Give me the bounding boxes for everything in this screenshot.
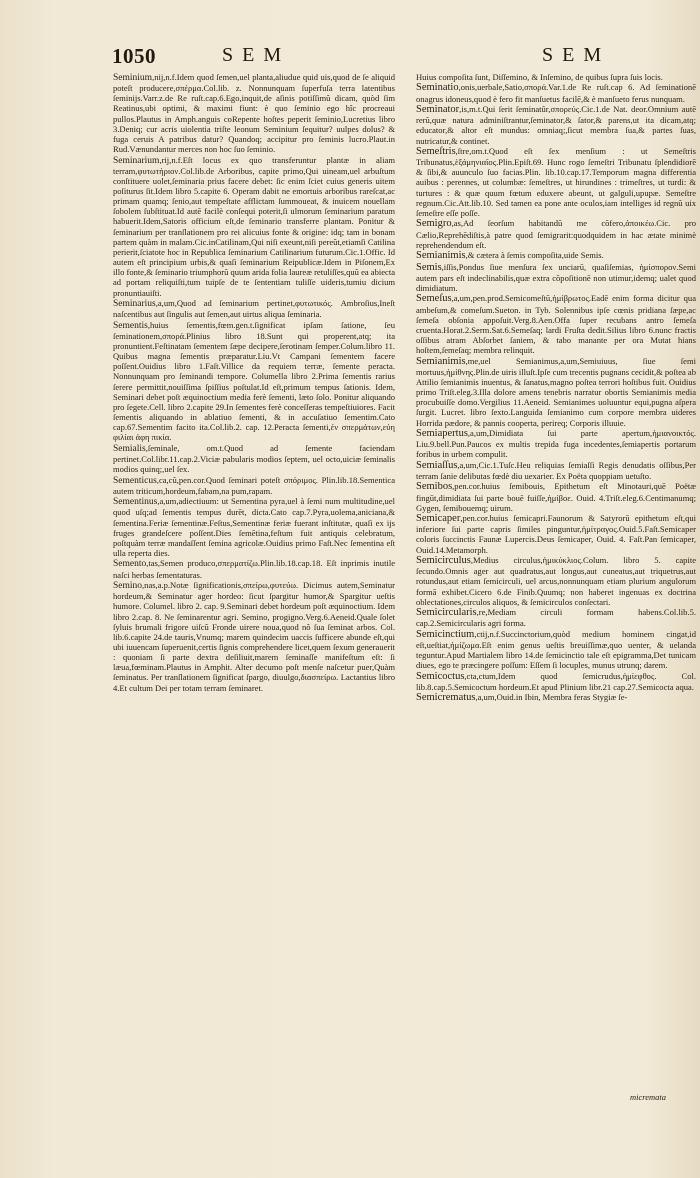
dictionary-entry bbox=[416, 428, 696, 459]
entry-headword: Sementis bbox=[113, 320, 148, 331]
catchword: micremata bbox=[630, 1092, 667, 1102]
dictionary-entry bbox=[416, 72, 696, 82]
entry-headword: Sementinus bbox=[113, 497, 158, 508]
dictionary-entry bbox=[416, 146, 696, 218]
entry-headword: Semeſtris bbox=[416, 145, 456, 157]
entry-headword: Semino bbox=[113, 581, 143, 592]
entry-text: ,tas,Semen produco,σπερματίζω.Plin.lib.18.cap.18. Eſt inprimis inutile naſci herbas ſementaturas. bbox=[113, 558, 395, 580]
entry-text: ,rij,n.f.Eſt locus ex quo transferuntur plantæ in aliam terram,φυτωτήριον.Col.lib.de Arboribus, capite primo,Qui uineam,uel arbuſtum conſtituere uolet,ſeminaria prius facere debet: ſic enim ſciet cuius generis uitem poſiturus ſit.Idem libro 5.capite 6. Operam dabit ne emortuis arboribus rareſcat,ac primam quamq; ſenio,aut tempeſtate afflictam ſummoueat, & inuicem nouellam ſobolem ſubſtituat.Id autē facilè conſequi poterit,ſi ulmorum ſeminarium paratum habuerit.Idem,Satoris officium eſt,de ſeminario transferre plantam. Ponitur & ſeminarium per tranſlationem pro rei alicuius fonte & origine: idq; tam in bonam partem quàm in malam.Cic.inCatilinam,Qui niſi exeunt,niſi pereũt,etiamſi Catilina perierit,ſciatote hoc in Republica ſeminarium Catilinarium futurum.Cic.1.Offic. Id autem eſt principium urbis,& quaſi ſeminarium Reipublicæ.Idem in Piſonem,Ex illo fonte,& ſeminario triumphorũ quum arida folia laureæ retuliſſes,quũ ea abiecta ad portam reliquiſti,tum tuipſe de te ſententiam tuliſſe uideris,tumiu dicium pronuntiauiſti. bbox=[113, 154, 395, 298]
entry-text: ,ſtre,om.t.Quod eſt ſex menſium : ut Semeſtris Tribunatus,ἑξάμηνιαῖος.Plin.Epiſt.69. Hunc rogo ſemeſtri Tribunatu ſplendidiorē & ſibi,& auunculo ſuo facias.Plin. lib.10.cap.17.Temporum magna differentia auibus : perennes, ut columbæ: ſemeſtres, ut hirundines : trimeſtres, ut turdi: & turtures : & quæ quum fœtum eduxere abeunt, ut galguli,upupæ. Semeſtre regnum.Cic.Att.lib.10. Sed tamen ea pone ante oculos,iam intelliges id regnũ uix ſemeſtre eſſe poſſe. bbox=[416, 145, 696, 218]
entry-text: ,a,um,Ouid.in Ibin, Membra feras Stygiæ ſe- bbox=[475, 692, 628, 703]
entry-text: ,a,um,Cic.1.Tuſc.Heu reliquias ſemiaſſi Regis denudatis oſſibus,Per terram ſanie delibutas fœdè diu uexarier. Ex Poëta quoppiam uetuſto. bbox=[416, 459, 696, 481]
entry-text: ,nas,a.p.Notæ ſignificationis,σπείρω,φυτεύω. Dicimus autem,Seminatur hordeum,& Seminatur ager hordeo: ſicut ſpargitur humor,& Spargitur ueſtis humore. Columel. libro 2. cap. 9.Seminari debet hordeum poſt æquinoctium. Idem libro 2.cap. 8. Ne ſeminarentur agri. Semino, progigno.Verg.6.Aeneid.Quale ſolet ſyluis brumali frigore uiſcũ Fronde uirere noua,quod nõ ſua ſeminat arbos. Col. lib.6.capite 24.de tauris,Vnumq; marem quindecim uaccis ſufficere abunde eſt,qui ubi iuuencam ſuperuenit,certis ſignis comprehendere licet,quem ſexum generauerit : quoniam ſi parte dextra deſiliuit,marem ſeminaſſe manifeſtum eſt: ſi læua,fœminam.Plautus in Amphit. Alter decumo poſt menſe naſcetur puer,Quàm ſeminatus. Per tranſlationem ſignificat ſpargo, diuulgo,διασπείρω. Lactantius libro 4.Et cultum Dei per totam terram ſeminaret. bbox=[113, 580, 395, 693]
dictionary-entry bbox=[113, 298, 395, 319]
entry-headword: Semialis bbox=[113, 443, 146, 454]
dictionary-entry bbox=[113, 320, 395, 443]
entry-headword: Semigro bbox=[416, 218, 452, 230]
entry-headword: Semis bbox=[416, 261, 442, 273]
left-column bbox=[113, 72, 395, 693]
entry-text: ,a,um,adiectiuum: ut Sementina pyra,uel à ſemi num multitudine,uel quod uſq;ad ſementis tempus durēt, dicta.Cato cap.7.Pyra,uolema,aniciana,& ſementina.Feriæ ſementinæ.Feſtus,Sementinæ feriæ fuerant inſtitutæ, quaſi ex ijs fruges grandeſcere poſſent.Dies ſemētina,feſtum fuit antiquis celebratum, poſtquàm terræ mandaſſent ſemina agricolæ.Ouidius primo Faſt.Nec ſementina eſt ulla reperta dies. bbox=[113, 496, 395, 558]
dictionary-entry bbox=[416, 356, 696, 428]
dictionary-entry bbox=[416, 218, 696, 249]
entry-headword: Seminarius bbox=[113, 299, 156, 310]
dictionary-entry bbox=[113, 72, 395, 154]
entry-text: ,as,Ad ſeorſum habitandũ me cõfero,ἀποικέω.Cic. pro Cælio,Reprehēdiſtis,à patre quod ſemigrarit:quodquidem in hac ætate minimè reprehendendum eſt. bbox=[416, 218, 696, 250]
dictionary-entry bbox=[416, 481, 696, 512]
entry-text: ,ſeminale, om.t.Quod ad ſemente faciendam pertinet.Col.libr.11.cap.2.Viciæ pabularis modios ſeptem, uel octo,uiciæ ſeminalis modios quinq;,uel ſex. bbox=[113, 442, 395, 475]
entry-text: ,nij,n.f.Idem quod ſemen,uel planta,aliudue quid uis,quod de ſe aliquid poteſt producere,σπέρμα.Col.lib. z. Nonnunquam ſuperfuſa terra latentibus ſeminijs.Varr.z.de Re ruſt.cap.6.Ego,inquit,de aſinis potiſſimũ dicam, quòd ſim Reatinus,ubi optimi, & maximi fiunt: è quo ſeminio ego hîc procreaui pullos.Plautus in Amph.anguis coRepente hoſtes peperit ſeminio,Lucretius libro 3.Deniq; cur acris uiolentia triſte leonum Seminium ſequitur? uulpes dolus? & fuga ceruis A patribus datur? Quandoq; accipitur pro ſeminis lucro.Plaut.in Rud.Vænundantur merces non hoc ſuo ſeminio. bbox=[113, 72, 395, 155]
entry-text: ,pen.cor.huius ſemibouis, Epithetum eſt Minotauri,quē Poëtæ fingūt,dimidiata ſui parte bouē fuiſſe,ἡμίβοε. Ouid. 4.Triſt.eleg.6.Centimanumq; Gygen, ſemibouemq; uirum. bbox=[416, 481, 696, 513]
dictionary-entry bbox=[416, 513, 696, 555]
dictionary-entry bbox=[416, 555, 696, 607]
dictionary-entry bbox=[416, 692, 696, 703]
entry-headword: Semianimis bbox=[416, 355, 466, 367]
entry-text: ,cta,ctum,Idem quod ſemicrudus,ἡμίεφθος. Col. lib.8.cap.5.Semicoctum hordeum.Et apud Plinium libr.21 cap.27.Semicocta aqua. bbox=[416, 670, 696, 692]
entry-text: ,ca,cũ,pen.cor.Quod ſeminari poteſt σπόριμος. Plin.lib.18.Sementica autem triticum,hordeum,fabam,na pum,rapam. bbox=[113, 474, 395, 496]
entry-headword: Sementicus bbox=[113, 475, 157, 486]
entry-headword: Semicaper bbox=[416, 513, 461, 525]
entry-text: ,a,um,Quod ad ſeminarium pertinet,φυτωτικός. Ambroſius,Ineſt naſcentibus aut ſingulis aut ſemen,aut uirtus aliqua ſeminaria. bbox=[113, 298, 395, 320]
entry-headword: Semibos bbox=[416, 481, 453, 493]
entry-headword: Semeſus bbox=[416, 293, 452, 305]
entry-text: ,is,m.t.Qui ſerit ſeminatûr,σπορεύς.Cic.1.de Nat. deor.Omnium autē rerũ,quæ natura adminiſtrantur,ſeminator,& ſator,& parens,ut ita dicam,atq; educator,& altor eſt mundus: omniaq;,ſicut membra ſua,& partes ſuas, nutricatur,& continet. bbox=[416, 104, 696, 146]
dictionary-entry bbox=[416, 293, 696, 355]
dictionary-entry bbox=[416, 607, 696, 628]
dictionary-entry bbox=[416, 460, 696, 481]
entry-headword: Seminator bbox=[416, 104, 460, 116]
entry-headword: Semicrematus bbox=[416, 692, 476, 704]
entry-headword: Semicoctus bbox=[416, 670, 465, 682]
entry-headword: Semicirculus bbox=[416, 555, 471, 567]
entry-text: ,pen.cor.huius ſemicapri.Faunorum & Satyrorū epithetum eſt,qui inferiore ſui parte capris ſimiles pinguntur,ἡμίτραγος.Ouid.5.Faſt.Semicaper coloris ſuccinctis Faunæ Lupercis.Deus ſemicaper, Ouid. 4. Faſt.Pan ſemicaper, Ouid.14.Metamorph. bbox=[416, 513, 696, 555]
entry-text: Huius compoſita ſunt, Diſſemino, & Inſemino, de quibus ſupra ſuis locis. bbox=[416, 72, 663, 82]
entry-headword: Seminarium bbox=[113, 155, 160, 166]
dictionary-entry bbox=[113, 443, 395, 474]
dictionary-entry bbox=[113, 475, 395, 496]
entry-headword: Semento bbox=[113, 559, 147, 570]
dictionary-entry bbox=[113, 496, 395, 558]
entry-headword: Semianimis bbox=[416, 250, 466, 262]
entry-headword: Semicircularis bbox=[416, 607, 477, 619]
entry-text: ,onis,uerbale,Satio,σπορά.Var.1.de Re ruſt.cap 6. Ad ſeminationē onagrus idoneus,quod è fero fit manſuetus facilē,& è manſueto ferus nunquam. bbox=[416, 82, 696, 104]
entry-text: ,a,um,pen.prod.Semicomeſtũ,ἡμίβρωτος.Eadē enim forma dicitur qua ambeſum,& comeſum.Sueton. in Tyb. Solennibus ipſe cœnis pridiana ſæpe,ac ſemeſa obſonia appoſuit.Verg.8.Aen.Offa ſuper recubans antro ſemeſa cruenta.Horat.2.Serm.Sat.6.Semeſaq; lardi Fruſta dedit.Silius libro 6.nunc fractis oſſibus atram Abſorbet ſaniem, & tabo manante per ora Mutat hians hoſtem,ſemeſaq; membra relinquit. bbox=[416, 293, 696, 356]
entry-text: ,ctij,n.f.Succinctorium,quòd medium hominem cingat,id eſt,ueſtiat,ἡμίζωμα.Eſt enim genus ueſtis breuiſſimæ,quo uenter, & uelanda teguntur.Apud Martialem libro 14.de ſemicinctio tale eſt epigramma,Det tunicam diues, ego te præcingere poſſum: Eſſem ſi locuples, munus utrunq; darem. bbox=[416, 628, 696, 671]
dictionary-entry bbox=[113, 580, 395, 693]
dictionary-entry bbox=[416, 250, 696, 261]
entry-text: ,iſſis,Pondus ſiue menſura ſex unciarū, quaſiſemias, ἡμίσπορον.Semi autem pars eſt indeclinabilis,quæ extra cõpoſitionē non utimur,idemq; ualet quod dimidiatum. bbox=[416, 261, 696, 293]
entry-headword: Seminium bbox=[113, 73, 153, 83]
entry-text: ,a,um,Dimidiata ſui parte apertum,ἡμιανοικτός. Liu.9.bell.Pun.Paucos ex multis trepida fuga incedentes,ſemiapertis portarum foribus in urbem compulit. bbox=[416, 427, 696, 460]
entry-headword: Semiaſſus bbox=[416, 459, 458, 471]
entry-text: ,me,uel Semianimus,a,um,Semiuiuus, ſiue ſemi mortuus,ἡμίθνης.Plin.de uiris illuſt.Ipſe cum trecentis pugnans cecidit,& poſtea ab Attilio ſemianimis inuentus, & ſanatus,magno poſtea terrori hoſtibus fuit. Ouidius primo Triſt.eleg.3.Illa dolore amens tenebris narratur obortis Semianimis media procubuiſſe domo.Vergilius 11.Aeneid. Semianimes uoluuntur equi,pugna aſpera ſurgit. Lucret. libro ſexto.Languida ſemianimo cum corpore membra uideres Horrida pædore, & pannis cooperta, perireq; Corporis illuuie. bbox=[416, 355, 696, 428]
dictionary-entry bbox=[416, 671, 696, 692]
running-head-right: SEM bbox=[542, 44, 611, 66]
entry-headword: Semicinctium bbox=[416, 628, 475, 640]
page-header bbox=[112, 44, 690, 70]
entry-text: ,& cætera à ſemis compoſita,uide Semis. bbox=[465, 250, 604, 261]
dictionary-entry bbox=[113, 155, 395, 298]
page-number: 1050 bbox=[112, 44, 156, 68]
entry-text: ,re,Mediam circuli formam habens.Col.lib.5. cap.2.Semicircularis agri forma. bbox=[416, 607, 696, 629]
dictionary-entry bbox=[416, 82, 696, 103]
right-column bbox=[416, 72, 696, 704]
dictionary-entry bbox=[113, 558, 395, 579]
entry-text: ,Medius circulus,ἡμικύκλιος.Colum. libro 5. capite ſecundo.Omnis ager aut quadratus,aut longus,aut cuneatus,aut triquetrus,aut rotundus,aut etiam ſemicirculi, uel arcus,nonnunquam etiam plurium angulorum formā exhibet.Cicero 6.de Finib.Quumq; non haberet ingenuas ex doctrina oblectationes,circulos aliquos, & ſemicirculos conſectari. bbox=[416, 555, 696, 607]
entry-headword: Seminatio bbox=[416, 82, 459, 94]
dictionary-entry bbox=[416, 104, 696, 146]
dictionary-entry bbox=[416, 262, 696, 293]
entry-text: ,huius ſementis,fœm.gen.t.ſignificat ipſam ſatione, ſeu ſeminationem,σπορά.Plinius libro 18.Sunt qui properent,atq; ita pronuntient.Feſtinatam ſementem ſæpe decipere,ſerotinam ſemper.Colum.libro 11. Quibus magna ſementis præparatur.Liu.Vt Campani ſementem facere poſſent.Ouidius libro 1.Faſt.Villice da requiem terræ, ſemente peracta. Nonnunquam pro ſeminandi tempore. Columella libro 2.Prima ſementis rarius ſerere permittit,nouiſſima ſpiſſius poſtulat.Id eſt,primum tempus ſationis. Idem, Seminari debet poſt æquinoctium media ferè ſementi, læto ſolo. Ponitur aliquando pro ſegete.Cell. libro 2.capite 29.In ſementes ferè conceſſeras tempeſtiuiores. Facit ſementis aliquando in ablatiuo ſementi, & in accuſatiuo ſementim.Cato cap.67.Sementim facito ita.Col.lib.2. cap. 12.Peracta ſementi,ἐν σπερμάτων,εὐη φιλίαι ἀφη πικία. bbox=[113, 319, 395, 443]
entry-headword: Semiapertus bbox=[416, 427, 468, 439]
running-head-left: SEM bbox=[222, 44, 291, 66]
dictionary-entry bbox=[416, 629, 696, 671]
